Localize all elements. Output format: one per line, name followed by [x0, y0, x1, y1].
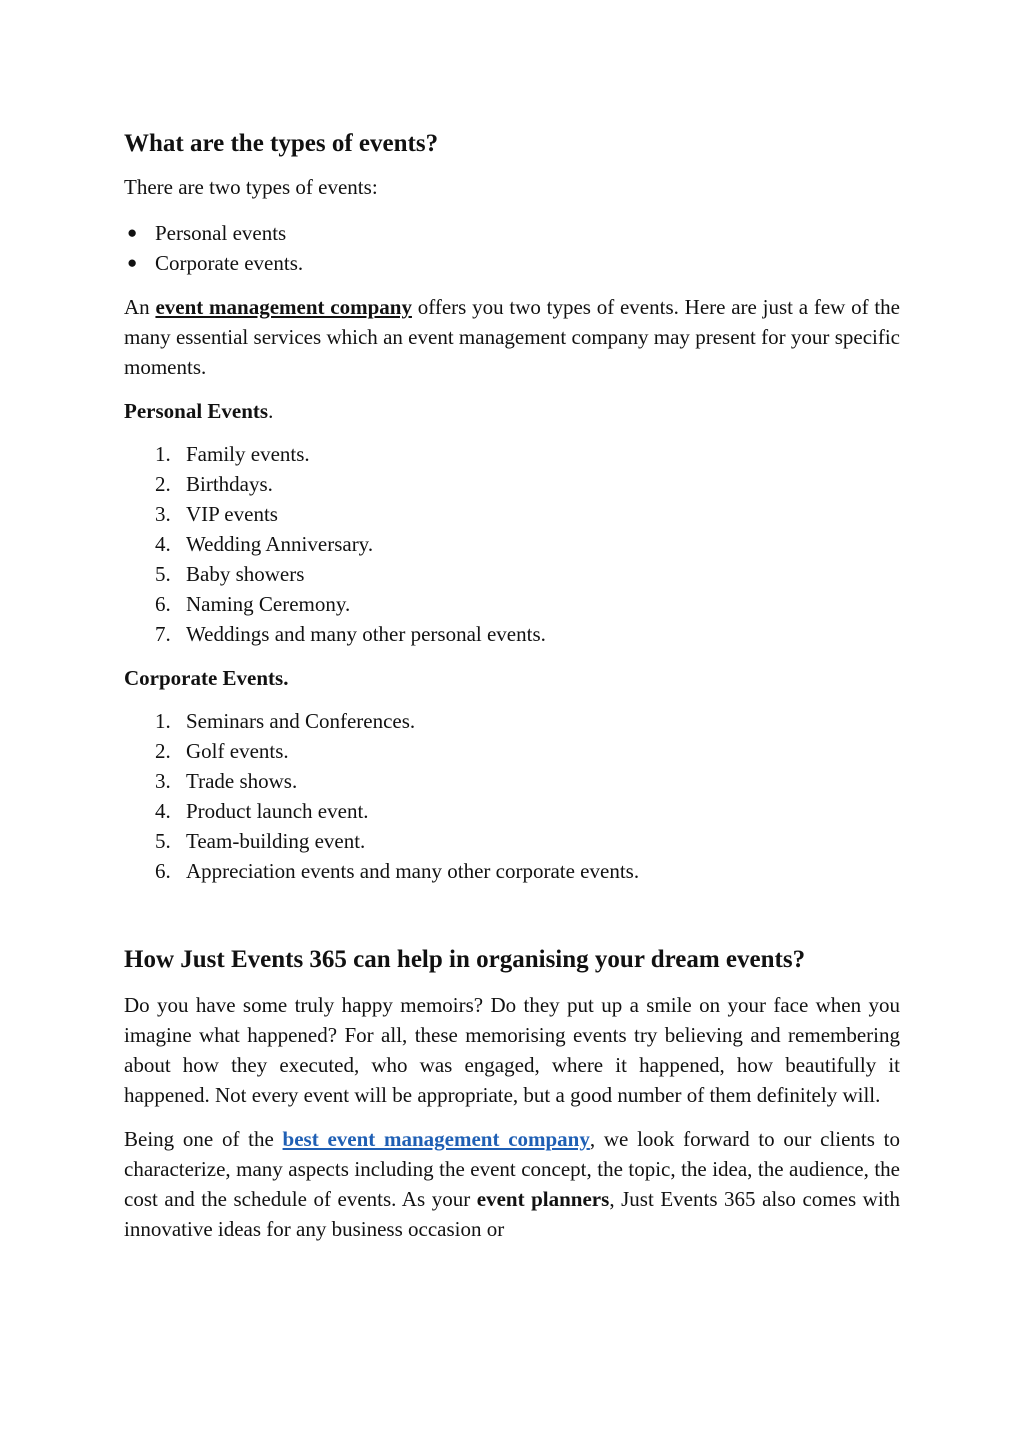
list-item	[124, 856, 900, 886]
section-heading-dream-events: How Just Events 365 can help in organising your dream events?	[124, 946, 806, 973]
list-number: 7.	[155, 622, 171, 646]
list-item	[124, 469, 900, 499]
list-item-text: Appreciation events and many other corporate events.	[186, 859, 640, 883]
list-item	[124, 218, 900, 248]
list-number: 1.	[155, 709, 171, 733]
paragraph-text: An	[124, 295, 156, 319]
list-item-text: Golf events.	[186, 739, 289, 763]
best-event-management-company-link[interactable]: best event management company	[282, 1127, 590, 1151]
list-item-text: VIP events	[186, 502, 278, 526]
document-page	[124, 124, 900, 1244]
paragraph-text: , Just Events 365 also comes with innovative ideas for any business occasion or	[124, 1187, 901, 1241]
list-item-text: Wedding Anniversary.	[186, 532, 374, 556]
list-item	[124, 736, 900, 766]
list-number: 5.	[155, 829, 171, 853]
bullet-icon: ●	[127, 253, 138, 272]
personal-events-heading	[124, 396, 900, 426]
list-item	[124, 706, 900, 736]
list-item-text: Family events.	[186, 442, 310, 466]
list-number: 3.	[155, 769, 171, 793]
list-number: 6.	[155, 859, 171, 883]
list-number: 1.	[155, 442, 171, 466]
list-item	[124, 826, 900, 856]
list-number: 2.	[155, 472, 171, 496]
list-item	[124, 439, 900, 469]
list-number: 6.	[155, 592, 171, 616]
list-item-text: Team-building event.	[186, 829, 366, 853]
list-item	[124, 248, 900, 278]
list-number: 2.	[155, 739, 171, 763]
event-types-bullet-list	[124, 218, 900, 278]
corporate-events-heading: Corporate Events.	[124, 666, 289, 690]
corporate-events-list	[124, 706, 900, 886]
paragraph-text: , we look forward to our clients to characterize, many aspects including the event concept, the topic, the idea, the audience, the cost and the schedule of events. As your	[124, 1127, 900, 1211]
list-item-text: Corporate events.	[155, 251, 304, 275]
list-item-text: Baby showers	[186, 562, 305, 586]
section-heading-types-of-events: What are the types of events?	[124, 130, 439, 157]
list-item-text: Naming Ceremony.	[186, 592, 351, 616]
list-number: 5.	[155, 562, 171, 586]
paragraph-text: Being one of the	[124, 1127, 283, 1151]
list-item-text: Seminars and Conferences.	[186, 709, 416, 733]
list-item	[124, 529, 900, 559]
list-item	[124, 796, 900, 826]
list-item-text: Birthdays.	[186, 472, 273, 496]
paragraph-text: offers you two types of events. Here are just a few of the many essential services which an event management company may present for your specific moments.	[124, 295, 900, 379]
list-item-text: Product launch event.	[186, 799, 369, 823]
event-planners-bold: event planners	[476, 1187, 610, 1211]
bullet-icon: ●	[127, 223, 138, 242]
list-number: 3.	[155, 502, 171, 526]
memoirs-paragraph: Do you have some truly happy memoirs? Do they put up a smile on your face when you imagine what happened? For all, these memorising events try believing and remembering about how they executed, who was engaged, where it happened, how beautifully it happened. Not every event will be appropriate, but a good number of them definitely will.	[124, 993, 900, 1107]
list-number: 4.	[155, 799, 171, 823]
intro-text: There are two types of events:	[124, 175, 378, 199]
list-item	[124, 499, 900, 529]
subheading-text: Personal Events	[124, 399, 269, 423]
list-item-text: Trade shows.	[186, 769, 298, 793]
list-item	[124, 766, 900, 796]
list-number: 4.	[155, 532, 171, 556]
best-company-paragraph	[124, 1124, 900, 1244]
list-item	[124, 619, 900, 649]
list-item-text: Personal events	[155, 221, 287, 245]
list-item	[124, 589, 900, 619]
event-management-company-link[interactable]: event management company	[155, 295, 412, 319]
services-paragraph	[124, 292, 900, 382]
subheading-suffix: .	[268, 399, 274, 423]
list-item	[124, 559, 900, 589]
list-item-text: Weddings and many other personal events.	[186, 622, 546, 646]
personal-events-list	[124, 439, 900, 649]
